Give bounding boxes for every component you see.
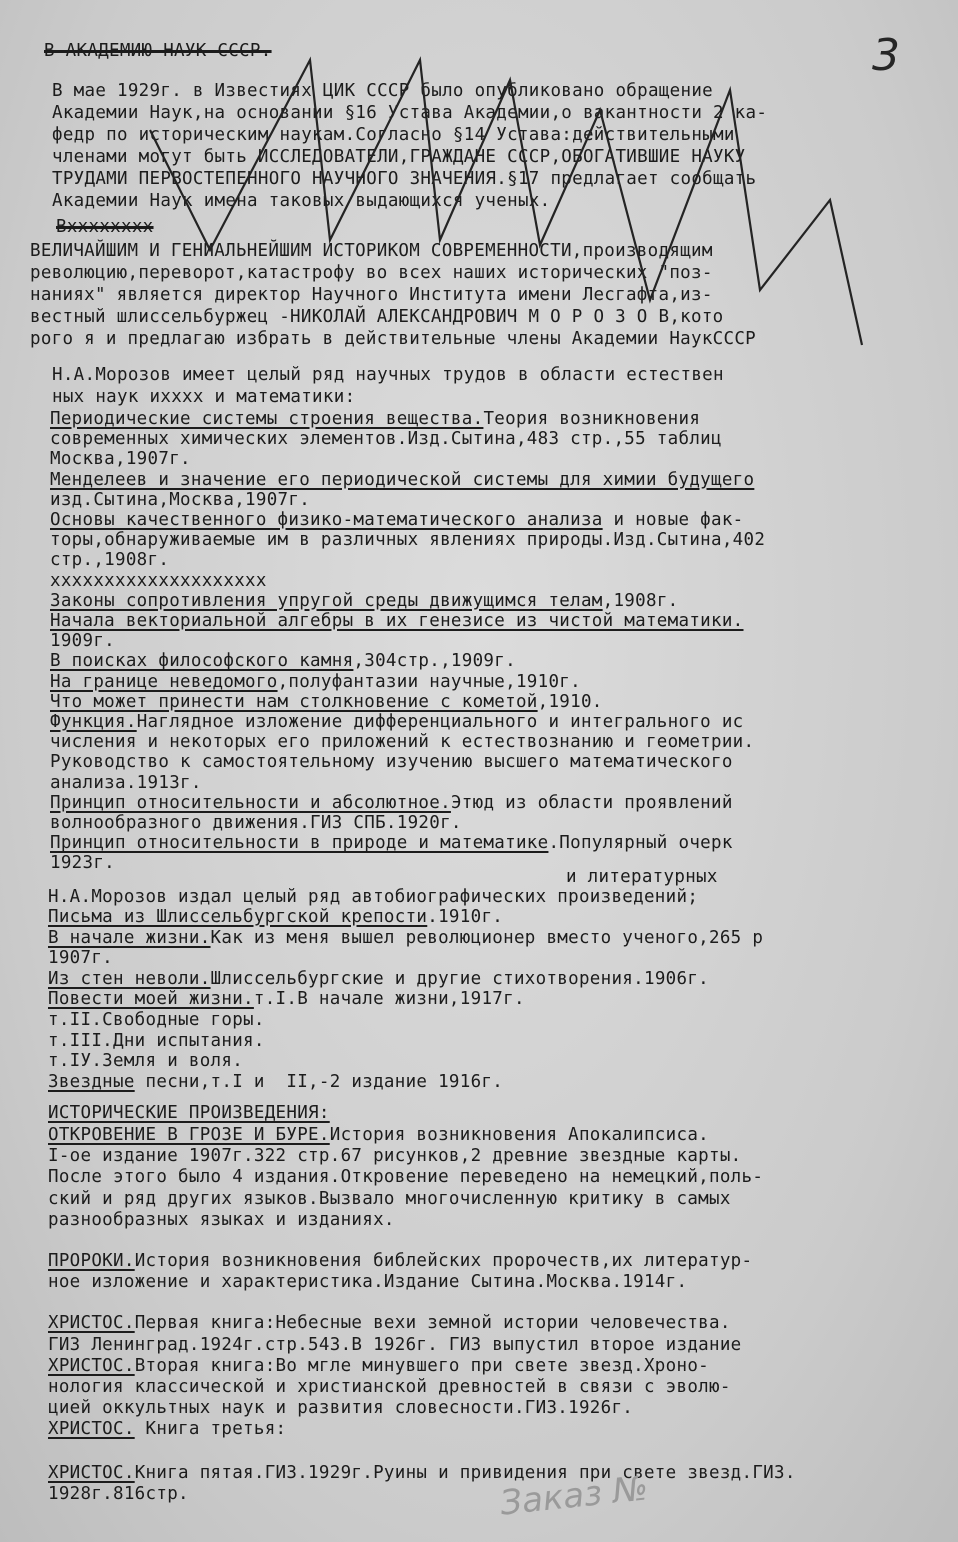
work-title: ХРИСТОС. [48,1419,135,1440]
work-details: хххххххххххххххххххх [50,570,267,591]
work-details: числения и некоторых его приложений к естествознанию и геометрии. [50,732,755,753]
work-title: Периодические системы строения вещества. [50,409,484,429]
intro-line: Академии Наук,на основании §16 Устава Академии,о вакантности 2 ка- [52,103,768,123]
work-details: Москва,1907г. [50,449,191,470]
work-details: волнообразного движения.ГИЗ СПБ.1920г. [50,813,462,833]
crossed-word: Вхххххххх [56,217,154,237]
literary-intro: Н.А.Морозов издал целый ряд автобиографических произведений; [48,887,699,907]
science-intro-line: ных наук ихххх и математики: [52,387,356,407]
work-title: Повести моей жизни. [48,989,254,1010]
work-details: т.III.Дни испытания. [48,1030,265,1051]
work-entry [48,1071,503,1093]
order-stamp: Заказ № [498,1468,650,1524]
work-title: Законы сопротивления упругой среды движущимся телам [50,590,603,611]
page-number: 3 [872,30,900,81]
work-entry [50,509,744,531]
work-details: и новые фак- [602,510,744,530]
work-details: анализа.1913г. [50,772,202,793]
work-entry [48,1483,189,1505]
work-entry [50,549,169,571]
work-title: Принцип относительности в природе и математике [50,833,549,854]
work-details: ,полуфантазии научные,1910г. [277,671,581,692]
intro-line: Академии Наук имена таковых выдающихся ученых. [52,191,551,211]
work-entry [50,832,733,854]
work-entry [50,408,700,430]
work-details: Наглядное изложение дифференциального и интегрального ис [136,712,744,732]
work-entry [48,1209,395,1231]
work-entry [50,448,191,470]
work-entry [48,906,503,928]
work-entry [48,1188,731,1210]
work-entry [48,927,763,949]
work-title: ХРИСТОС. [48,1313,135,1334]
work-title: Функция. [50,712,137,732]
work-details: ГИЗ Ленинград.1924г.стр.543.В 1926г. ГИЗ выпустил второе издание [48,1334,742,1355]
work-entry [48,1030,265,1052]
work-entry [50,489,310,511]
work-entry [50,428,722,450]
work-details: стр.,1908г. [50,550,170,571]
work-details: 1923г. [50,853,116,874]
work-details: Шлиссельбургские и другие стихотворения.1906г. [210,968,709,989]
work-entry [50,852,115,874]
work-title: Из стен неволи. [48,968,211,989]
work-entry [48,988,525,1010]
proposal-line: вестный шлиссельбуржец -НИКОЛАЙ АЛЕКСАНДРОВИЧ М О Р О З О В,кото [30,307,724,327]
work-details: торы,обнаруживаемые им в различных явлениях природы.Изд.Сытина,402 [50,530,766,551]
work-details: Первая книга:Небесные вехи земной истории человечества. [134,1313,731,1334]
work-details: Как из меня вышел революционер вместо ученого,265 р [210,927,764,948]
work-title: В начале жизни. [48,927,211,948]
work-details: песни,т.I и II,-2 издание 1916г. [134,1071,504,1092]
work-details: нология классической и христианской древностей в связи с эволю- [48,1377,731,1397]
work-entry [48,1009,265,1031]
work-details: .1910г. [427,907,504,927]
work-title: Менделеев и значение его периодической системы для химии будущего [50,469,755,490]
work-details: Теория возникновения [483,409,701,429]
work-entry [50,650,516,672]
work-title: Письма из Шлиссельбургской крепости [48,907,428,927]
work-entry [48,1376,731,1398]
work-details: т.I.В начале жизни,1917г. [253,989,525,1010]
work-details: современных химических элементов.Изд.Сытина,483 стр.,55 таблиц [50,429,722,450]
work-title: Звездные [48,1071,135,1092]
work-entry [48,947,113,969]
work-entry [48,1418,286,1440]
work-details: После этого было 4 издания.Откровение переведено на немецкий,поль- [48,1167,764,1188]
work-entry [50,731,754,753]
work-entry [48,968,709,990]
work-title: Что может принести нам столкновение с кометой [50,691,538,712]
work-entry [50,751,733,773]
work-entry [48,1124,709,1146]
work-details: Руководство к самостоятельному изучению высшего математического [50,752,733,773]
work-title: ОТКРОВЕНИЕ В ГРОЗЕ И БУРЕ. [48,1125,330,1145]
work-title: На границе неведомого [50,671,278,692]
work-entry [50,812,462,834]
work-entry [50,792,733,814]
historical-heading: ИСТОРИЧЕСКИЕ ПРОИЗВЕДЕНИЯ: [48,1103,330,1123]
literary-insert: и литературных [566,867,718,887]
work-details: Этюд из области проявлений [450,792,733,813]
work-details: т.IУ.Земля и воля. [48,1051,244,1072]
work-details: ное изложение и характеристика.Издание Сытина.Москва.1914г. [48,1272,688,1293]
work-details: т.II.Свободные горы. [48,1010,265,1030]
work-details: изд.Сытина,Москва,1907г. [50,489,311,510]
work-entry [50,671,581,693]
work-title: Основы качественного физико-математического анализа [50,510,603,530]
work-entry [50,772,202,794]
work-details: ,304стр.,1909г. [353,651,516,672]
science-intro-line: Н.А.Морозов имеет целый ряд научных трудов в области естествен [52,365,724,385]
work-details: .Популярный очерк [548,833,733,854]
work-entry [48,1355,709,1377]
work-entry [48,1250,752,1272]
proposal-line: наниях" является директор Научного Института имени Лесгафта,из- [30,285,713,305]
proposal-line: рого я и предлагаю избрать в действительные члены Академии НаукСССР [30,329,757,349]
intro-line: В мае 1929г. в Известиях ЦИК СССР было опубликовано обращение [52,81,713,101]
work-details: цией оккультных наук и развития словесности.ГИЗ.1926г. [48,1398,634,1419]
work-details: 1909г. [50,631,116,652]
document-header: В АКАДЕМИЮ НАУК СССР. [44,41,272,61]
work-entry [50,529,765,551]
work-details: ский и ряд других языков.Вызвало многочисленную критику в самых [48,1188,731,1209]
work-entry [48,1312,731,1334]
intro-line: членами могут быть ИССЛЕДОВАТЕЛИ,ГРАЖДАНЕ СССР,ОБОГАТИВШИЕ НАУКУ [52,147,746,167]
work-details: Книга третья: [134,1419,287,1440]
work-entry [50,469,754,491]
work-entry [48,1462,796,1484]
work-entry [50,570,267,592]
proposal-line: ВЕЛИЧАЙШИМ И ГЕНИАЛЬНЕЙШИМ ИСТОРИКОМ СОВРЕМЕННОСТИ,производящим [30,241,713,261]
work-title: Принцип относительности и абсолютное. [50,792,451,813]
work-entry [48,1271,687,1293]
work-entry [50,610,744,632]
work-details: Книга пятая.ГИЗ.1929г.Руины и привидения при свете звезд.ГИЗ. [134,1462,796,1483]
work-details: I-ое издание 1907г.322 стр.67 рисунков,2 древние звездные карты. [48,1146,742,1167]
work-entry [48,1145,742,1167]
work-entry [48,1050,243,1072]
proposal-line: революцию,переворот,катастрофу во всех наших исторических "поз- [30,263,713,283]
work-details: 1928г.816стр. [48,1483,189,1504]
work-title: В поисках философского камня [50,651,354,672]
work-title: ХРИСТОС. [48,1462,135,1483]
work-details: История возникновения Апокалипсиса. [329,1125,709,1145]
work-entry [50,630,115,652]
work-entry [48,1397,633,1419]
intro-line: федр по историческим наукам.Согласно §14 Устава:действительными [52,125,735,145]
work-entry [50,711,744,733]
work-title: ХРИСТОС. [48,1355,135,1376]
work-details: разнообразных языках и изданиях. [48,1209,395,1230]
work-title: ПРОРОКИ. [48,1251,135,1271]
intro-line: ТРУДАМИ ПЕРВОСТЕПЕННОГО НАУЧНОГО ЗНАЧЕНИЯ.§17 предлагает сообщать [52,169,757,189]
work-details: Вторая книга:Во мгле минувшего при свете звезд.Хроно- [134,1355,709,1376]
work-details: История возникновения библейских пророчеств,их литератур- [134,1251,753,1271]
work-entry [48,1334,742,1356]
work-title: Начала векториальной алгебры в их генезисе из чистой математики. [50,611,744,631]
work-details: 1907г. [48,948,114,969]
work-entry [48,1166,763,1188]
work-entry [50,691,603,713]
work-details: ,1910. [537,691,603,712]
work-entry [50,590,679,612]
work-details: ,1908г. [602,590,679,611]
